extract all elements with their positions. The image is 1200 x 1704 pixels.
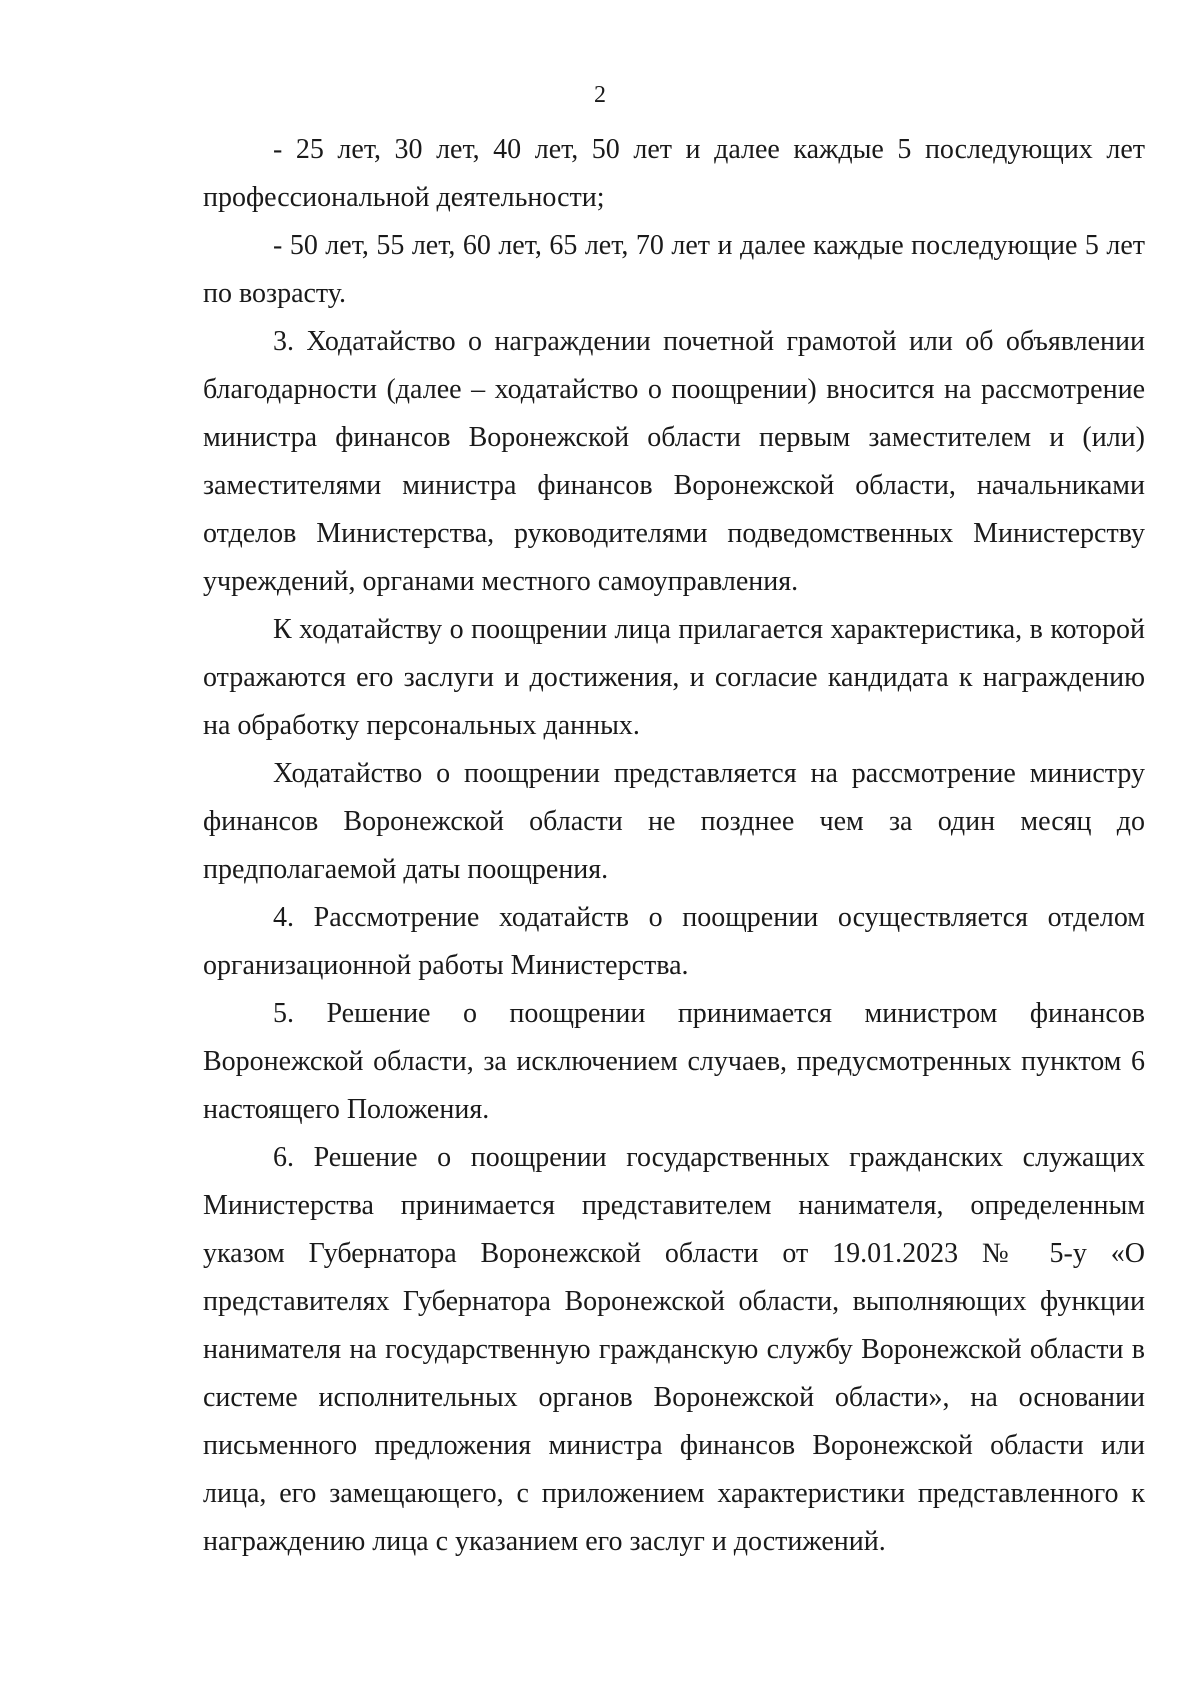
paragraph-item-4: 4. Рассмотрение ходатайств о поощрении осуществляется отделом организационной работы Министерства.: [203, 902, 1145, 981]
paragraph-professional-years: - 25 лет, 30 лет, 40 лет, 50 лет и далее каждые 5 последующих лет профессиональной деятельности;: [203, 134, 1145, 213]
paragraph-item-6: 6. Решение о поощрении государственных гражданских служащих Министерства принимается представителем нанимателя, определенным указом Губернатора Воронежской области от 19.01.2023 № 5-у «О представителях Губернатора Воронежской области, выполняющих функции нанимателя на государственную гражданскую службу Воронежской области в системе исполнительных органов Воронежской области», на основании письменного предложения министра финансов Воронежской области или лица, его замещающего, с приложением характеристики представленного к награждению лица с указанием его заслуг и достижений.: [203, 1142, 1145, 1557]
paragraph-item-3: 3. Ходатайство о награждении почетной грамотой или об объявлении благодарности (далее – ходатайство о поощрении) вносится на рассмотрение министра финансов Воронежской области первым заместителем и (или) заместителями министра финансов Воронежской области, начальниками отделов Министерства, руководителями подведомственных Министерству учреждений, органами местного самоуправления.: [203, 326, 1145, 597]
paragraph-age-years: - 50 лет, 55 лет, 60 лет, 65 лет, 70 лет и далее каждые последующие 5 лет по возрасту.: [203, 230, 1145, 309]
page-number: 2: [594, 82, 606, 108]
document-body: [203, 126, 1145, 1566]
paragraph-submission-deadline: Ходатайство о поощрении представляется на рассмотрение министру финансов Воронежской области не позднее чем за один месяц до предполагаемой даты поощрения.: [203, 758, 1145, 885]
paragraph-item-5: 5. Решение о поощрении принимается министром финансов Воронежской области, за исключением случаев, предусмотренных пунктом 6 настоящего Положения.: [203, 998, 1145, 1125]
paragraph-characteristic: К ходатайству о поощрении лица прилагается характеристика, в которой отражаются его заслуги и достижения, и согласие кандидата к награждению на обработку персональных данных.: [203, 614, 1145, 741]
